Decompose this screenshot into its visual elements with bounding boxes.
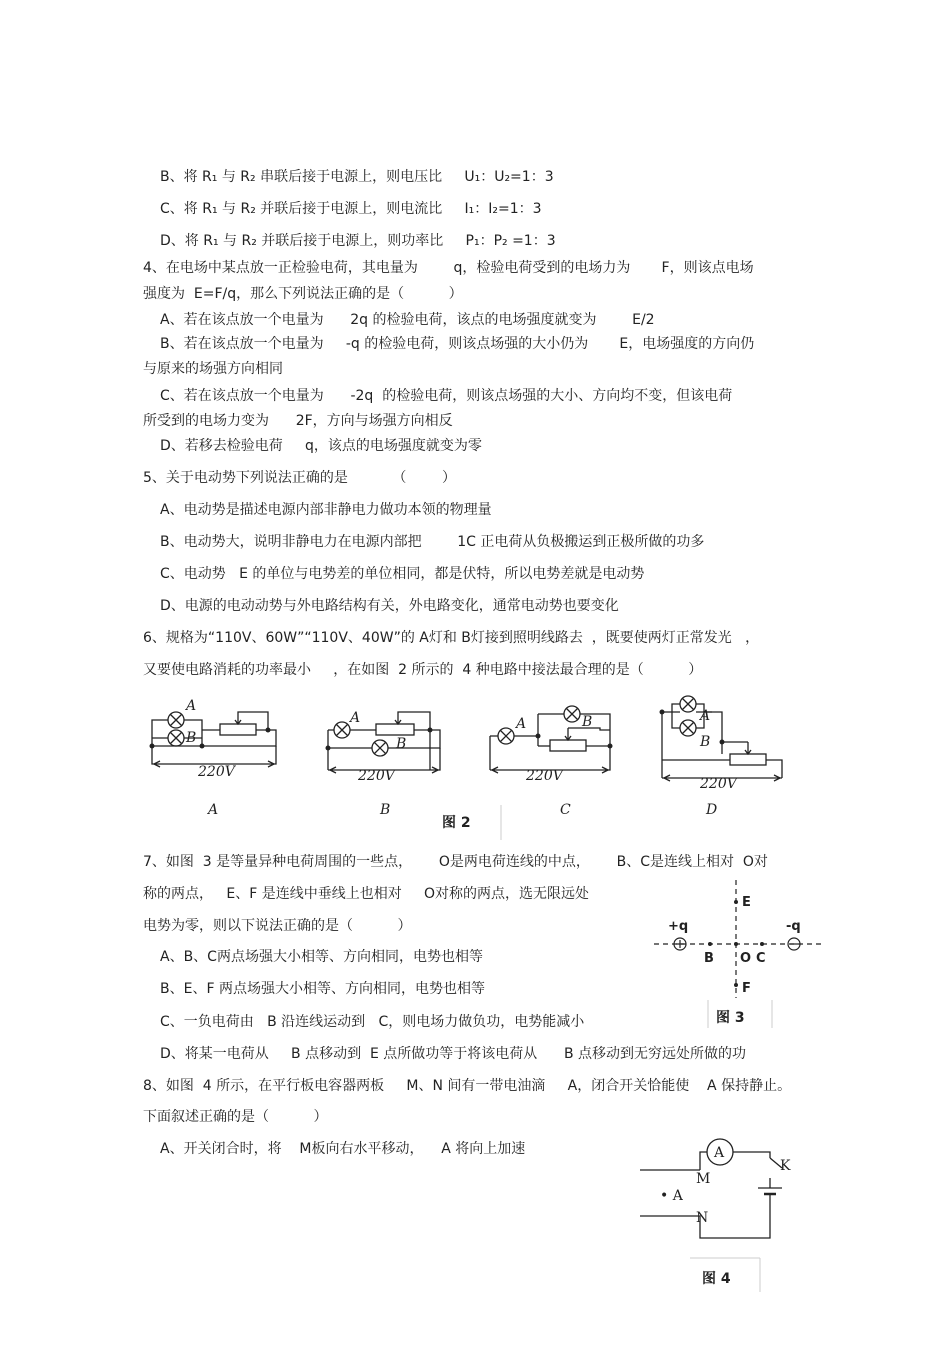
circuit-b-label: B bbox=[380, 802, 391, 818]
q3-option-c: C、将 R₁ 与 R₂ 并联后接于电源上，则电流比 I₁：I₂=1：3 bbox=[160, 201, 542, 217]
switch-k-label: K bbox=[780, 1158, 791, 1174]
q7-stem-2: 称的两点， E、F 是连线中垂线上也相对 O对称的两点，选无限远处 bbox=[143, 886, 589, 902]
q4-option-a: A、若在该点放一个电量为 2q 的检验电荷，该点的电场强度就变为 E/2 bbox=[160, 312, 655, 328]
circuit-a bbox=[152, 712, 276, 767]
q6-stem-2: 又要使电路消耗的功率最小 ，在如图 2 所示的 4 种电路中接法最合理的是（ ） bbox=[143, 662, 703, 678]
plate-m-label: M bbox=[696, 1171, 711, 1187]
q8-stem-2: 下面叙述正确的是（ ） bbox=[143, 1109, 328, 1125]
q4-option-c-1: C、若在该点放一个电量为 -2q 的检验电荷，则该点场强的大小、方向均不变，但该电荷 bbox=[160, 388, 733, 404]
plate-n-label: N bbox=[696, 1210, 709, 1226]
circuit-a-label: A bbox=[208, 802, 219, 818]
circuit-d-label: D bbox=[706, 802, 718, 818]
q4-option-b-2: 与原来的场强方向相同 bbox=[143, 361, 283, 377]
circuit-b-lamp-a: A bbox=[350, 710, 361, 726]
figure-4-caption: 图 4 bbox=[702, 1271, 731, 1287]
point-o-label: O bbox=[740, 951, 752, 966]
figure-3-caption: 图 3 bbox=[716, 1010, 745, 1026]
q3-option-d: D、将 R₁ 与 R₂ 并联后接于电源上，则功率比 P₁：P₂ =1：3 bbox=[160, 233, 556, 249]
circuit-c-lamp-b: B bbox=[582, 714, 593, 730]
q5-stem: 5、关于电动势下列说法正确的是 （ ） bbox=[143, 470, 457, 486]
q4-stem-2: 强度为 E=F/q，那么下列说法正确的是（ ） bbox=[143, 286, 463, 302]
plus-q-label: +q bbox=[668, 919, 689, 934]
circuit-d bbox=[662, 696, 782, 781]
q5-option-a: A、电动势是描述电源内部非静电力做功本领的物理量 bbox=[160, 502, 492, 518]
q7-option-b: B、E、F 两点场强大小相等、方向相同，电势也相等 bbox=[160, 981, 485, 997]
circuit-d-lamp-b: B bbox=[700, 734, 711, 750]
q7-stem-1: 7、如图 3 是等量异种电荷周围的一些点， O是两电荷连线的中点， B、C是连线上相对 O对 bbox=[143, 854, 768, 870]
q7-option-d: D、将某一电荷从 B 点移动到 E 点所做功等于将该电荷从 B 点移动到无穷远处所做的功 bbox=[160, 1046, 747, 1062]
q7-stem-3: 电势为零，则以下说法正确的是（ ） bbox=[143, 918, 412, 934]
oil-drop-label: • A bbox=[660, 1188, 683, 1204]
point-e-label: E bbox=[742, 895, 751, 910]
q4-stem-1: 4、在电场中某点放一正检验电荷，其电量为 q，检验电荷受到的电场力为 F，则该点电场 bbox=[143, 260, 754, 276]
q7-option-a: A、B、C两点场强大小相等、方向相同，电势也相等 bbox=[160, 949, 483, 965]
circuit-a-lamp-a: A bbox=[186, 698, 197, 714]
circuit-b bbox=[328, 712, 440, 773]
point-f-label: F bbox=[742, 981, 751, 996]
circuit-b-lamp-b: B bbox=[396, 736, 407, 752]
figure-2-caption: 图 2 bbox=[442, 815, 471, 831]
q8-stem-1: 8、如图 4 所示，在平行板电容器两板 M、N 间有一带电油滴 A，闭合开关恰能使 A 保持静止。 bbox=[143, 1078, 792, 1094]
q5-option-c: C、电动势 E 的单位与电势差的单位相同，都是伏特，所以电势差就是电动势 bbox=[160, 566, 645, 582]
q5-option-b: B、电动势大，说明非静电力在电源内部把 1C 正电荷从负极搬运到正极所做的功多 bbox=[160, 534, 705, 550]
circuit-a-lamp-b: B bbox=[186, 730, 197, 746]
point-b-label: B bbox=[704, 951, 714, 966]
q8-option-a: A、开关闭合时，将 M板向右水平移动， A 将向上加速 bbox=[160, 1141, 526, 1157]
q6-stem-1: 6、规格为“110V、60W”“110V、40W”的 A灯和 B灯接到照明线路去 ，既要使两灯正常发光 ， bbox=[143, 630, 760, 646]
circuit-b-voltage: 220V bbox=[358, 768, 395, 784]
minus-q-label: -q bbox=[786, 919, 801, 934]
circuit-c-label: C bbox=[560, 802, 571, 818]
circuit-d-lamp-a: A bbox=[700, 708, 711, 724]
q4-option-d: D、若移去检验电荷 q，该点的电场强度就变为零 bbox=[160, 438, 482, 454]
ammeter-label: A bbox=[714, 1145, 725, 1161]
q3-option-b: B、将 R₁ 与 R₂ 串联后接于电源上，则电压比 U₁：U₂=1：3 bbox=[160, 169, 554, 185]
point-c-label: C bbox=[756, 951, 766, 966]
q7-option-c: C、一负电荷由 B 沿连线运动到 C，则电场力做负功，电势能减小 bbox=[160, 1014, 585, 1030]
circuit-c-lamp-a: A bbox=[516, 716, 527, 732]
q4-option-b-1: B、若在该点放一个电量为 -q 的检验电荷，则该点场强的大小仍为 E，电场强度的方向仍 bbox=[160, 336, 755, 352]
circuit-a-voltage: 220V bbox=[198, 764, 235, 780]
circuit-d-voltage: 220V bbox=[700, 776, 737, 792]
q5-option-d: D、电源的电动动势与外电路结构有关，外电路变化，通常电动势也要变化 bbox=[160, 598, 619, 614]
q4-option-c-2: 所受到的电场力变为 2F，方向与场强方向相反 bbox=[143, 413, 453, 429]
circuit-c-voltage: 220V bbox=[526, 768, 563, 784]
